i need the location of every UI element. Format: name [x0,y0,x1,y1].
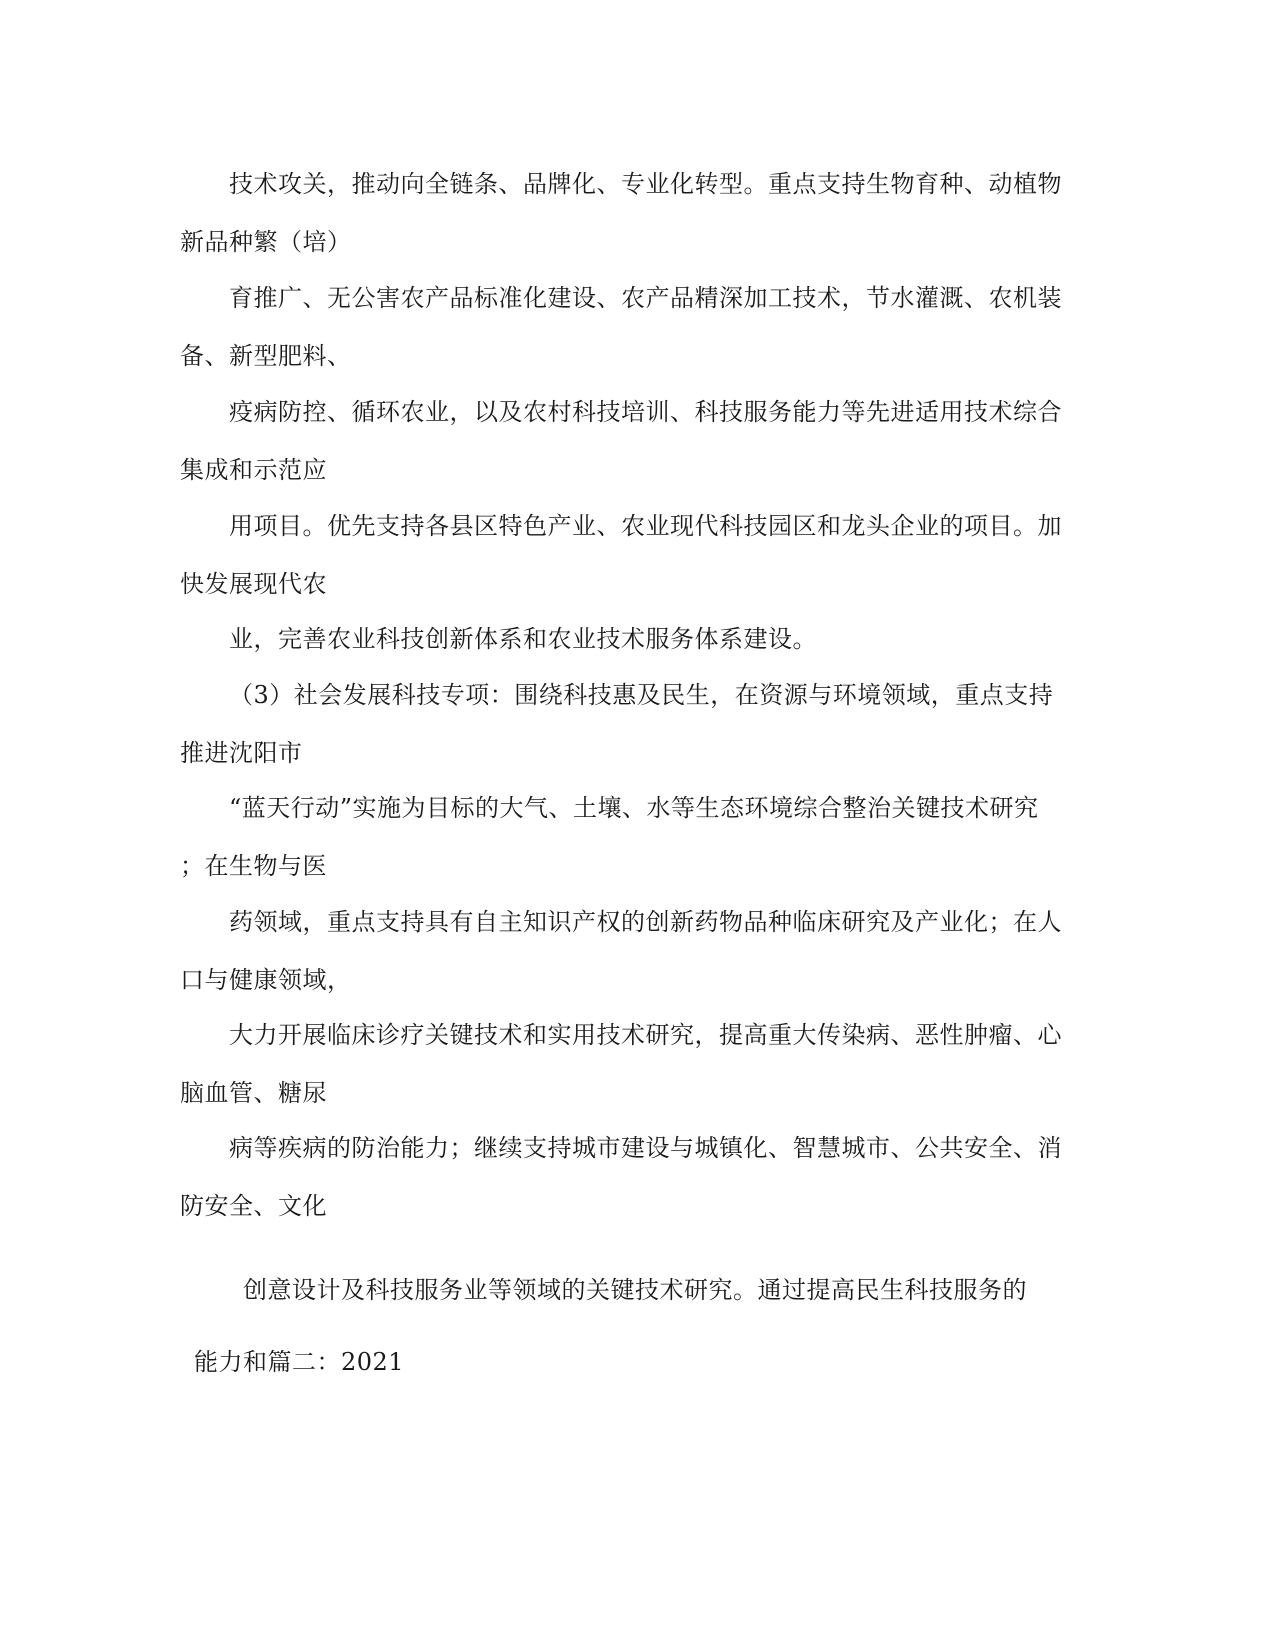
text-line: 病等疾病的防治能力；继续支持城市建设与城镇化、智慧城市、公共安全、消 [229,1134,1062,1162]
text-line: 业，完善农业科技创新体系和农业技术服务体系建设。 [229,625,817,653]
text-line: 防安全、文化 [180,1192,327,1220]
text-line: “蓝天行动”实施为目标的大气、土壤、水等生态环境综合整治关键技术研究 [229,794,1039,822]
text-line: 脑血管、糖尿 [180,1079,327,1107]
text-line: 用项目。优先支持各县区特色产业、农业现代科技园区和龙头企业的项目。加 [229,512,1062,540]
text-line: 推进沈阳市 [180,739,303,767]
text-line: 疫病防控、循环农业，以及农村科技培训、科技服务能力等先进适用技术综合 [229,398,1062,426]
text-line: 新品种繁（培） [180,228,352,256]
text-line: 创意设计及科技服务业等领域的关键技术研究。通过提高民生科技服务的 [243,1276,1027,1304]
text-line: 技术攻关，推动向全链条、品牌化、专业化转型。重点支持生物育种、动植物 [229,170,1062,198]
text-line: 备、新型肥料、 [180,342,352,370]
text-line: （3）社会发展科技专项：围绕科技惠及民生，在资源与环境领域，重点支持 [229,681,1054,709]
text-line: 育推广、无公害农产品标准化建设、农产品精深加工技术，节水灌溉、农机装 [229,284,1062,312]
text-line: ；在生物与医 [180,852,327,880]
text-line: 能力和篇二：2021 [194,1348,405,1376]
text-line: 集成和示范应 [180,456,327,484]
text-line: 口与健康领域， [180,966,352,994]
text-line: 大力开展临床诊疗关键技术和实用技术研究，提高重大传染病、恶性肿瘤、心 [229,1021,1062,1049]
text-line: 药领域，重点支持具有自主知识产权的创新药物品种临床研究及产业化；在人 [229,908,1062,936]
text-line: 快发展现代农 [180,570,327,598]
